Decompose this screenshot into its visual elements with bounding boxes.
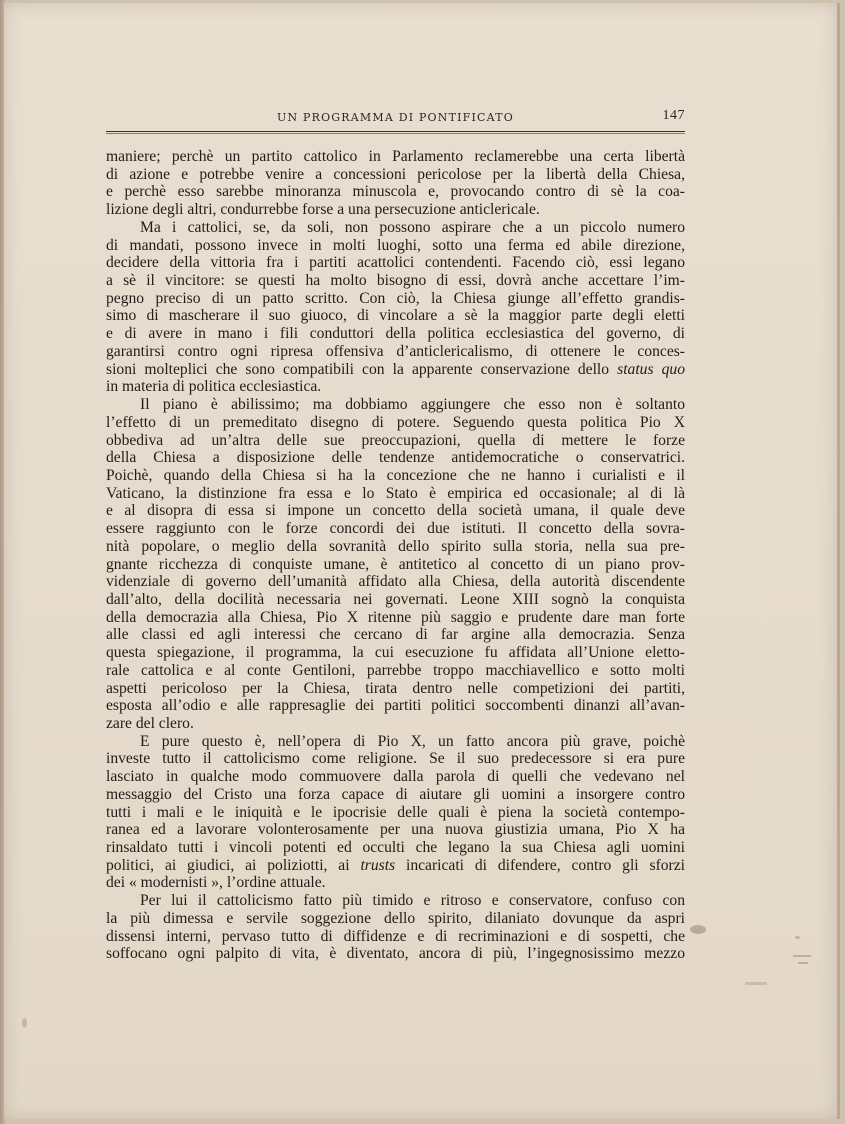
header-rule bbox=[106, 131, 685, 132]
text-line bbox=[106, 361, 685, 379]
text-line: decidere della vittoria fra i partiti acattolici contendenti. Facendo ciò, essi legano bbox=[106, 254, 685, 272]
text-line bbox=[106, 857, 685, 875]
text-line: e di avere in mano i fili conduttori della politica ecclesiastica del governo, di bbox=[106, 325, 685, 343]
text-line: Il piano è abilissimo; ma dobbiamo aggiungere che esso non è soltanto bbox=[140, 396, 685, 414]
text-line: di mandati, possono invece in molti luoghi, sotto una ferma ed abile direzione, bbox=[106, 236, 685, 254]
text-line: obbediva ad un’altra delle sue preoccupazioni, quella di mettere le forze bbox=[106, 431, 685, 449]
text-line: dissensi interni, pervaso tutto di diffidenze e di recriminazioni e di sospetti, che bbox=[106, 927, 685, 945]
text-line: rale cattolica e al conte Gentiloni, parrebbe troppo macchiavellico e sotto molti bbox=[106, 661, 685, 679]
header-rule-thin bbox=[106, 133, 685, 134]
text-line: in materia di politica ecclesiastica. bbox=[106, 378, 322, 396]
text-line: nità popolare, o meglio della sovranità dello spirito sulla storia, nella sua pre- bbox=[106, 537, 685, 555]
text-line: rinsaldato tutti i vincoli potenti ed occulti che legano la sua Chiesa agli uomini bbox=[106, 839, 685, 857]
text-line: alle classi ed agli interessi che cercano di far argine alla democrazia. Senza bbox=[106, 626, 685, 644]
body-text bbox=[106, 148, 685, 963]
text-line: maniere; perchè un partito cattolico in Parlamento reclamerebbe una certa libertà bbox=[106, 148, 685, 165]
text-line: ranea ed a lavorare volonterosamente per una nuova giustizia umana, Pio X ha bbox=[106, 821, 685, 839]
text-line: questa spiegazione, il programma, la cui esecuzione fu affidata all’Unione eletto- bbox=[106, 644, 685, 662]
text-line: Per lui il cattolicismo fatto più timido e ritroso e conservatore, confuso con bbox=[140, 892, 685, 910]
text-segment: sioni molteplici che sono compatibili con la apparente conservazione dello bbox=[106, 360, 610, 378]
text-line: investe tutto il cattolicismo come religione. Se il suo predecessore si era pure bbox=[106, 750, 685, 768]
paper-specks bbox=[745, 982, 767, 985]
text-line: dei « modernisti », l’ordine attuale. bbox=[106, 874, 326, 892]
ink-stain bbox=[690, 925, 706, 934]
text-line: di azione e potrebbe venire a concessioni pericolose per la libertà della Chiesa, bbox=[106, 165, 685, 183]
text-line: pegno preciso di un patto scritto. Con ciò, la Chiesa giunge all’effetto grandis- bbox=[106, 289, 685, 307]
text-line: videnziale di governo dell’umanità affidato alla Chiesa, della autorità discendente bbox=[106, 573, 685, 591]
text-line: della Chiesa a disposizione delle tendenze antidemocratiche o conservatrici. bbox=[106, 449, 685, 467]
text-line: e perchè esso sarebbe minoranza minuscola e, provocando contro di sè la coa- bbox=[106, 183, 685, 201]
text-line: a sè il vincitore: se questi ha molto bisogno di essi, dovrà anche accettare l’im- bbox=[106, 272, 685, 290]
paper-specks bbox=[798, 962, 808, 964]
text-line: Poichè, quando della Chiesa si ha la concezione che ne hanno i curialisti e il bbox=[106, 466, 685, 484]
text-line: aspetti pericoloso per la Chiesa, tirata dentro nelle competizioni dei partiti, bbox=[106, 679, 685, 697]
text-line: messaggio del Cristo una forza capace di aiutare gli uomini a insorgere contro bbox=[106, 785, 685, 803]
text-line: dall’alto, della docilità necessaria nei governati. Leone XIII sognò la conquista bbox=[106, 590, 685, 608]
running-title: UN PROGRAMMA DI PONTIFICATO bbox=[277, 111, 514, 124]
text-line: e al disopra di essa si impone un concetto della società umana, il quale deve bbox=[106, 502, 685, 520]
page-number: 147 bbox=[662, 108, 685, 123]
text-line: lizione degli altri, condurrebbe forse a una persecuzione anticlericale. bbox=[106, 201, 540, 219]
ink-stain bbox=[795, 936, 800, 939]
text-line: E pure questo è, nell’opera di Pio X, un fatto ancora più grave, poichè bbox=[140, 732, 685, 750]
italic-phrase: status quo bbox=[617, 360, 685, 378]
text-line: lasciato in qualche modo commuovere dalla parola di quelli che vedevano nel bbox=[106, 768, 685, 786]
text-line: l’effetto di un premeditato disegno di potere. Seguendo questa politica Pio X bbox=[106, 413, 685, 431]
page-header bbox=[106, 108, 685, 130]
text-line: garantirsi contro ogni ripresa offensiva d’anticlericalismo, di ottenere le conces- bbox=[106, 342, 685, 360]
ink-stain bbox=[22, 1018, 27, 1028]
paper-specks bbox=[793, 955, 811, 957]
text-line: della democrazia alla Chiesa, Pio X ritenne più saggio e prudente dare man forte bbox=[106, 608, 685, 626]
text-line: esposta all’odio e alle rappresaglie dei partiti politici soccombenti dinanzi all’avan- bbox=[106, 697, 685, 715]
text-line: Vaticano, la distinzione fra essa e lo Stato è empirica ed occasionale; al di là bbox=[106, 484, 685, 502]
text-line: essere raggiunto con le forze concordi dei due istituti. Il concetto della sovra- bbox=[106, 520, 685, 538]
text-line: zare del clero. bbox=[106, 715, 194, 732]
text-segment: politici, ai giudici, ai poliziotti, ai bbox=[106, 856, 350, 874]
text-line: gnante ricchezza di conquiste umane, è antitetico al concetto di un piano prov- bbox=[106, 555, 685, 573]
text-line: soffocano ogni palpito di vita, è diventato, ancora di più, l’ingegnosissimo mezzo bbox=[106, 945, 685, 963]
text-line: la più dimessa e servile soggezione dello spirito, dilaniato dovunque da aspri bbox=[106, 909, 685, 927]
text-line: Ma i cattolici, se, da soli, non possono aspirare che a un piccolo numero bbox=[140, 218, 685, 236]
text-line: simo di mascherare il suo giuoco, di vincolare a sè la maggior parte degli eletti bbox=[106, 307, 685, 325]
text-line: tutti i mali e le iniquità e le ipocrisie delle quali è piena la società contempo- bbox=[106, 803, 685, 821]
text-segment: incaricati di difendere, contro gli sforzi bbox=[405, 856, 686, 874]
italic-phrase: trusts bbox=[360, 856, 396, 874]
